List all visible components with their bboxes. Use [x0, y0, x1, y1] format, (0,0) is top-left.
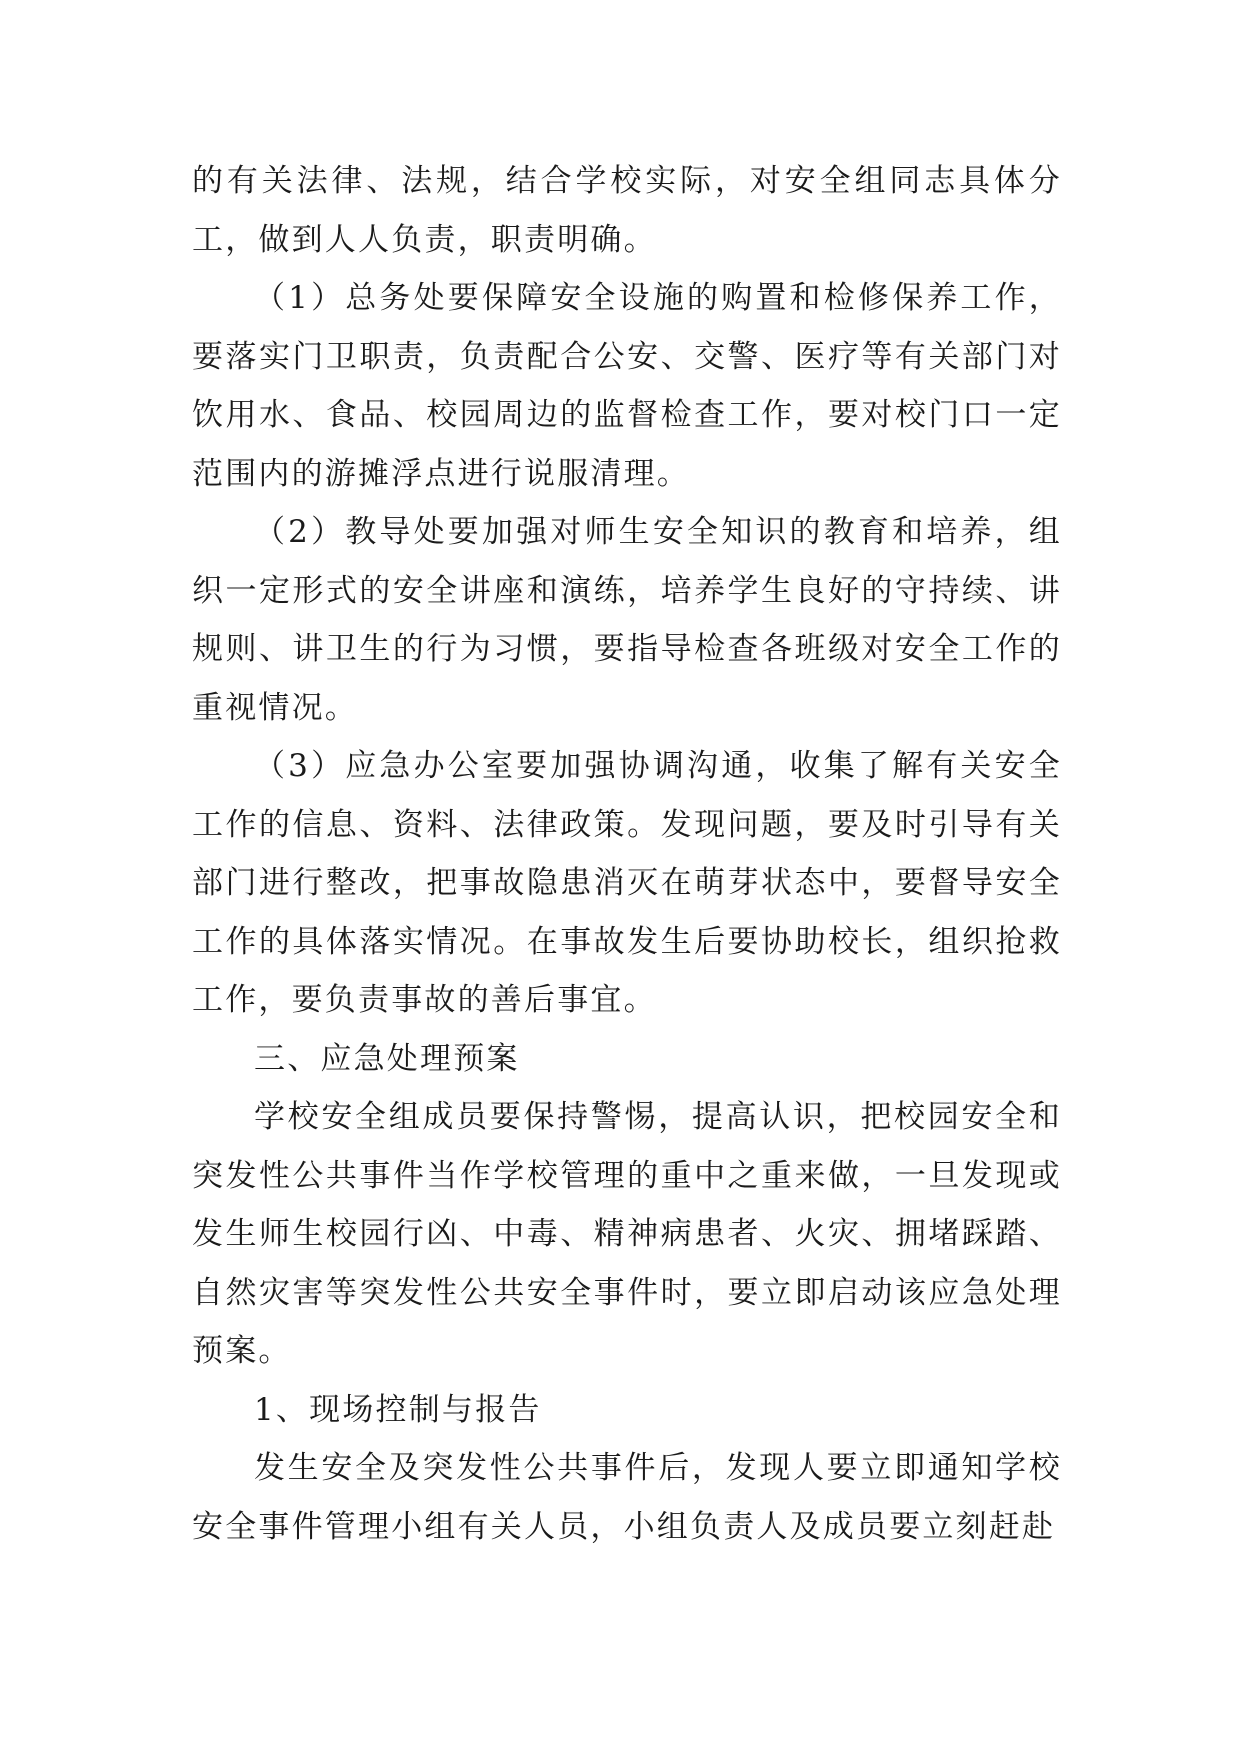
section-heading-emergency-plan: 三、应急处理预案 — [254, 1040, 520, 1077]
paragraph-academic-affairs: （2）教导处要加强对师生安全知识的教育和培养，组织一定形式的安全讲座和演练，培养学生良好的守持续、讲规则、讲卫生的行为习惯，要指导检查各班级对安全工作的重视情况。 — [192, 514, 1062, 726]
paragraph-site-control: 发生安全及突发性公共事件后，发现人要立即通知学校安全事件管理小组有关人员，小组负责人及成员要立刻赶赴 — [192, 1450, 1062, 1545]
paragraph-general-affairs: （1）总务处要保障安全设施的购置和检修保养工作，要落实门卫职责，负责配合公安、交警、医疗等有关部门对饮用水、食品、校园周边的监督检查工作，要对校门口一定范围内的游摊浮点进行说服清理。 — [192, 280, 1062, 492]
subheading-site-control: 1、现场控制与报告 — [254, 1391, 542, 1428]
paragraph-continuation: 的有关法律、法规，结合学校实际，对安全组同志具体分工，做到人人负责，职责明确。 — [192, 163, 1062, 258]
document-body — [192, 152, 1062, 1556]
paragraph-emergency-office: （3）应急办公室要加强协调沟通，收集了解有关安全工作的信息、资料、法律政策。发现问题，要及时引导有关部门进行整改，把事故隐患消灭在萌芽状态中，要督导安全工作的具体落实情况。在事故发生后要协助校长，组织抢救工作，要负责事故的善后事宜。 — [192, 748, 1062, 1018]
paragraph-emergency-plan: 学校安全组成员要保持警惕，提高认识，把校园安全和突发性公共事件当作学校管理的重中之重来做，一旦发现或发生师生校园行凶、中毒、精神病患者、火灾、拥堵踩踏、自然灾害等突发性公共安全事件时，要立即启动该应急处理预案。 — [192, 1099, 1062, 1369]
